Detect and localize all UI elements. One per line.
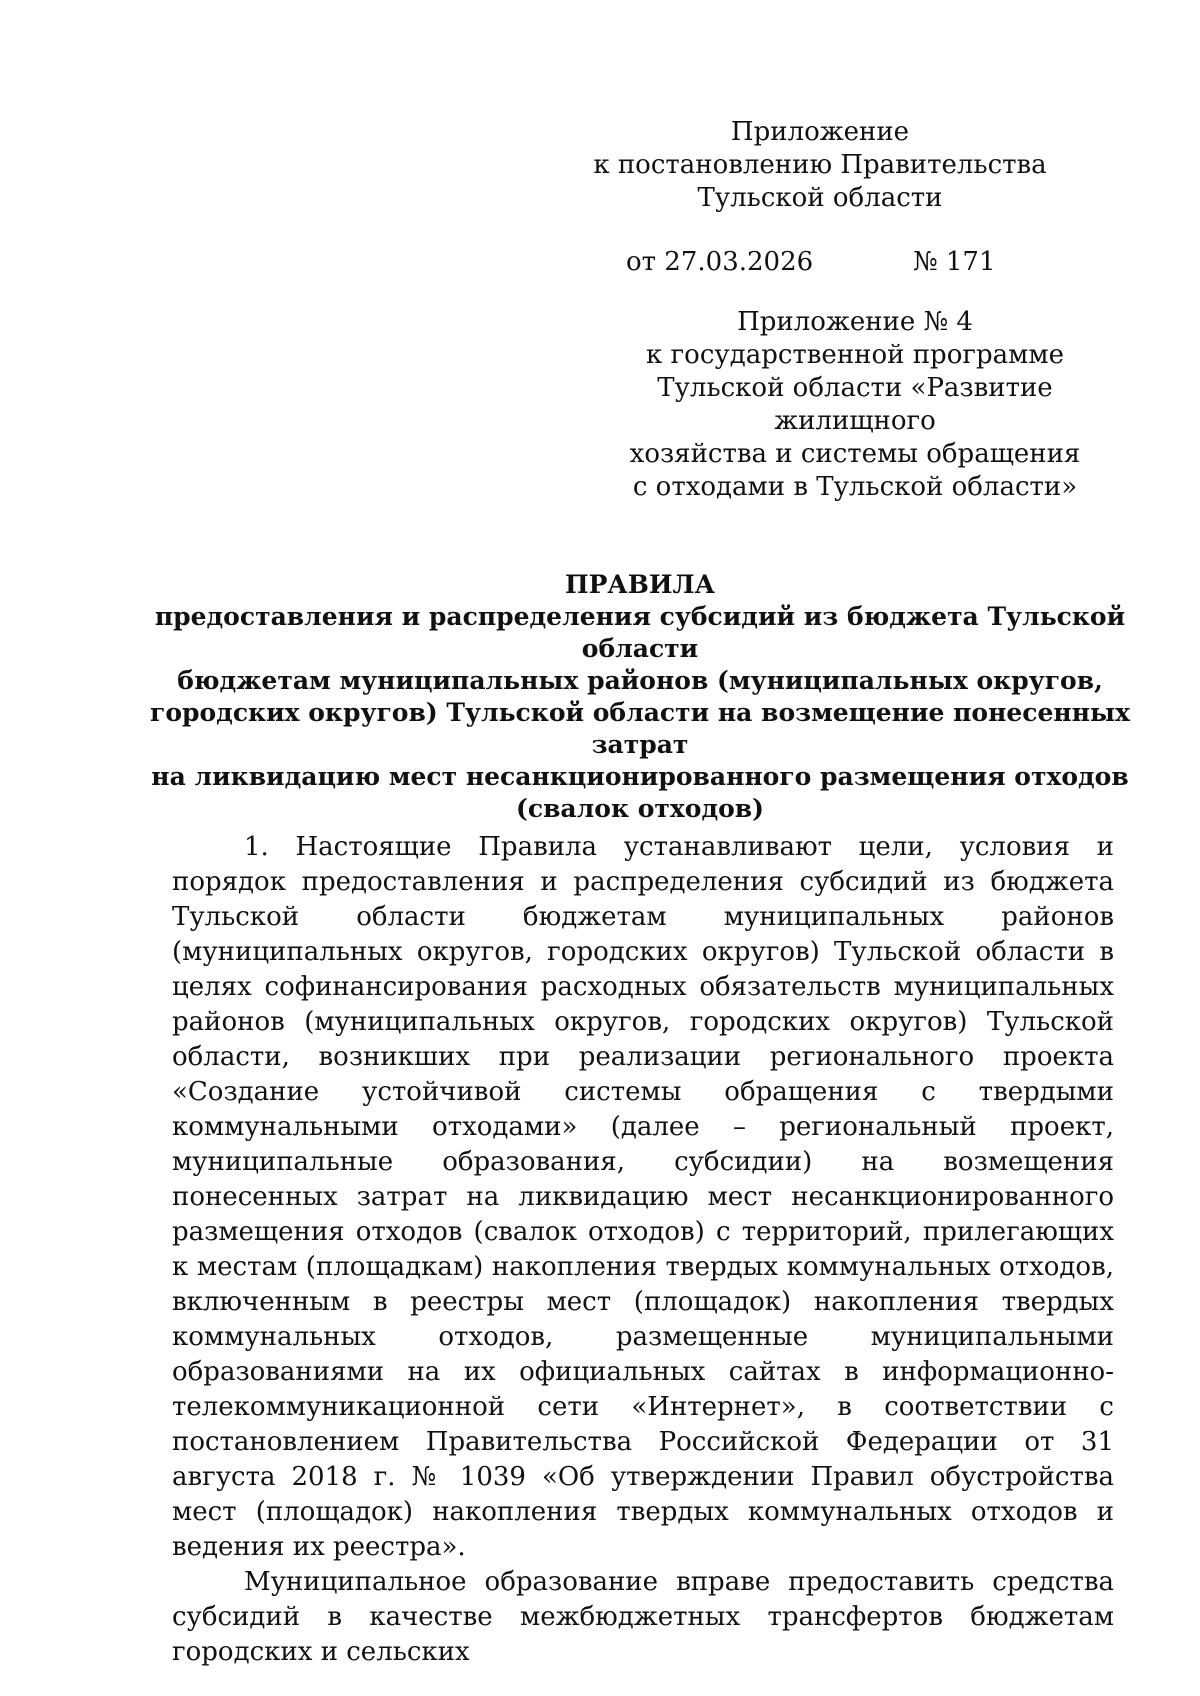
title-line: на ликвидацию мест несанкционированного размещения отходов bbox=[151, 762, 1129, 791]
resolution-date-number bbox=[626, 246, 996, 279]
document-body bbox=[172, 830, 1114, 1670]
title-line: (свалок отходов) bbox=[516, 794, 764, 823]
title-main: ПРАВИЛА bbox=[565, 570, 715, 599]
appendix-line: Тульской области bbox=[697, 183, 943, 213]
appendix-header bbox=[580, 116, 1060, 215]
title-line: бюджетам муниципальных районов (муниципальных округов, bbox=[177, 666, 1103, 695]
resolution-number: № 171 bbox=[913, 247, 996, 277]
body-paragraph: 1. Настоящие Правила устанавливают цели, условия и порядок предоставления и распределения субсидий из бюджета Тульской области бюджетам муниципальных районов (муниципальных округов, городских округов) Тульской области в целях софинансирования расходных обязательств муниципальных районов (муниципальных округов, городских округов) Тульской области, возникших при реализации регионального проекта «Создание устойчивой системы обращения с твердыми коммунальными отходами» (далее – региональный проект, муниципальные образования, субсидии) на возмещения понесенных затрат на ликвидацию мест несанкционированного размещения отходов (свалок отходов) с территорий, прилегающих к местам (площадкам) накопления твердых коммунальных отходов, включенным в реестры мест (площадок) накопления твердых коммунальных отходов, размещенные муниципальными образованиями на их официальных сайтах в информационно-телекоммуникационной сети «Интернет», в соответствии с постановлением Правительства Российской Федерации от 31 августа 2018 г. № 1039 «Об утверждении Правил обустройства мест (площадок) накопления твердых коммунальных отходов и ведения их реестра». bbox=[172, 832, 1114, 1562]
program-appendix-line: Приложение № 4 bbox=[737, 307, 973, 337]
title-line: предоставления и распределения субсидий из бюджета Тульской области bbox=[154, 602, 1126, 663]
resolution-date: от 27.03.2026 bbox=[626, 247, 814, 277]
program-appendix-line: хозяйства и системы обращения bbox=[629, 439, 1081, 469]
body-paragraph: Муниципальное образование вправе предоставить средства субсидий в качестве межбюджетных трансфертов бюджетам городских и сельских bbox=[172, 1567, 1114, 1667]
document-title bbox=[150, 569, 1130, 825]
program-appendix-line: Тульской области «Развитие жилищного bbox=[657, 373, 1053, 436]
appendix-line: к постановлению Правительства bbox=[593, 150, 1047, 180]
appendix-line: Приложение bbox=[730, 117, 910, 147]
program-appendix-header bbox=[580, 306, 1130, 504]
program-appendix-line: с отходами в Тульской области» bbox=[632, 472, 1078, 502]
program-appendix-line: к государственной программе bbox=[646, 340, 1064, 370]
title-line: городских округов) Тульской области на возмещение понесенных затрат bbox=[150, 698, 1130, 759]
